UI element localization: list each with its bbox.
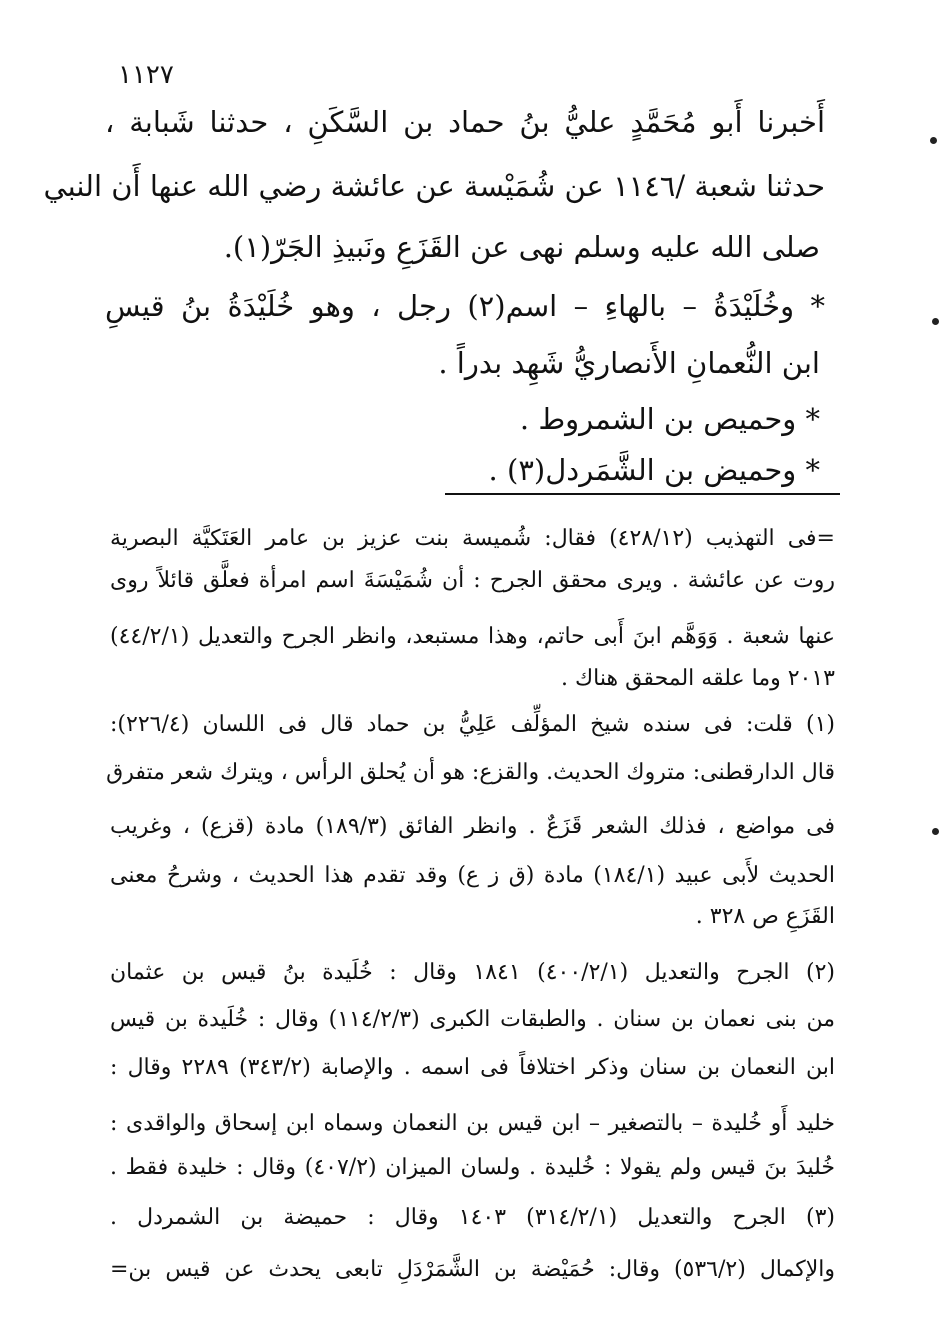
page-number: ١١٢٧ [118, 60, 174, 90]
footnote-line: (٣) الجرح والتعديل (٣١٤/٢/١) ١٤٠٣ وقال : حميضة بن الشمردل . [110, 1205, 835, 1230]
margin-dot [932, 828, 939, 835]
footnote-line: من بنى نعمان بن سنان . والطبقات الكبرى (١١٤/٢/٣) وقال : خُلَيدة بن قيس [110, 1007, 835, 1032]
main-line: * وحميض بن الشَّمَردل(٣) . [488, 453, 820, 487]
main-line: ابن النُّعمانِ الأَنصاريُّ شَهِد بدراً . [438, 346, 820, 380]
footnote-line: الحديث لأَبى عبيد (١٨٤/١) مادة (ق ز ع) وقد تقدم هذا الحديث ، وشرحُ معنى [110, 863, 835, 888]
margin-dot [930, 137, 937, 144]
footnote-line: القَزَعِ ص ٣٢٨ . [695, 904, 835, 929]
footnote-line: قال الدارقطنى: متروك الحديث. والقزع: هو أن يُحلق الرأس ، ويترك شعر متفرق [106, 760, 835, 785]
footnote-line: ٢٠١٣ وما علقه المحقق هناك . [561, 666, 835, 691]
footnote-line: (١) قلت: فى سنده شيخ المؤلِّف عَلِيُّ بن حماد قال فى اللسان (٢٢٦/٤): [110, 712, 835, 737]
main-line: * وخُلَيْدَةُ – بالهاءِ – اسم(٢) رجل ، وهو خُلَيْدَةُ بنُ قيسِ [105, 289, 825, 323]
footnote-line: خُليدَ بنَ قيس ولم يقولا : خُليدة . ولسان الميزان (٤٠٧/٢) وقال : خليدة فقط . [110, 1155, 836, 1180]
footnote-line: خليد أَو خُليدة – بالتصغير – ابن قيس بن النعمان وسماه ابن إسحاق والواقدى : [110, 1111, 835, 1136]
footnote-line: (٢) الجرح والتعديل (٤٠٠/٢/١) ١٨٤١ وقال : خُلَيدة بنُ قيس بن عثمان [110, 960, 836, 985]
footnote-line: فى مواضع ، فذلك الشعر قَزَعٌ . وانظر الفائق (١٨٩/٣) مادة (قزع) ، وغريب [110, 814, 835, 839]
main-line: حدثنا شعبة /١١٤٦ عن شُمَيْسة عن عائشة رضي الله عنها أَن النبي [43, 169, 825, 203]
footnote-line: روت عن عائشة . ويرى محقق الجرح : أن شُمَيْسَةَ اسم امرأة فعلَّق قائلاً روى [110, 568, 835, 593]
main-line: أَخبرنا أَبو مُحَمَّدٍ عليُّ بنُ حماد بن السَّكَنِ ، حدثنا شَبابة ، [105, 105, 825, 139]
footnote-line: =فى التهذيب (٤٢٨/١٢) فقال: شُميسة بنت عزيز بن عامر العَتَكيَّة البصرية [110, 526, 835, 551]
footnote-line: ابن النعمان بن سنان وذكر اختلافاً فى اسمه . والإصابة (٣٤٣/٢) ٢٢٨٩ وقال : [110, 1055, 836, 1080]
footnote-line: عنها شعبة . وَوَهَّم ابنَ أَبى حاتم، وهذا مستبعد، وانظر الجرح والتعديل (٤٤/٢/١) [110, 624, 835, 649]
footnote-separator [445, 493, 840, 495]
footnote-line: والإكمال (٥٣٦/٢) وقال: حُمَيْضة بن الشَّمَرْدَلِ تابعى يحدث عن قيس بن= [110, 1257, 835, 1282]
main-line: صلى الله عليه وسلم نهى عن القَزَعِ ونَبيذِ الجَرّ(١). [223, 230, 820, 264]
main-line: * وحميص بن الشمروط . [519, 402, 820, 436]
margin-dot [932, 318, 939, 325]
